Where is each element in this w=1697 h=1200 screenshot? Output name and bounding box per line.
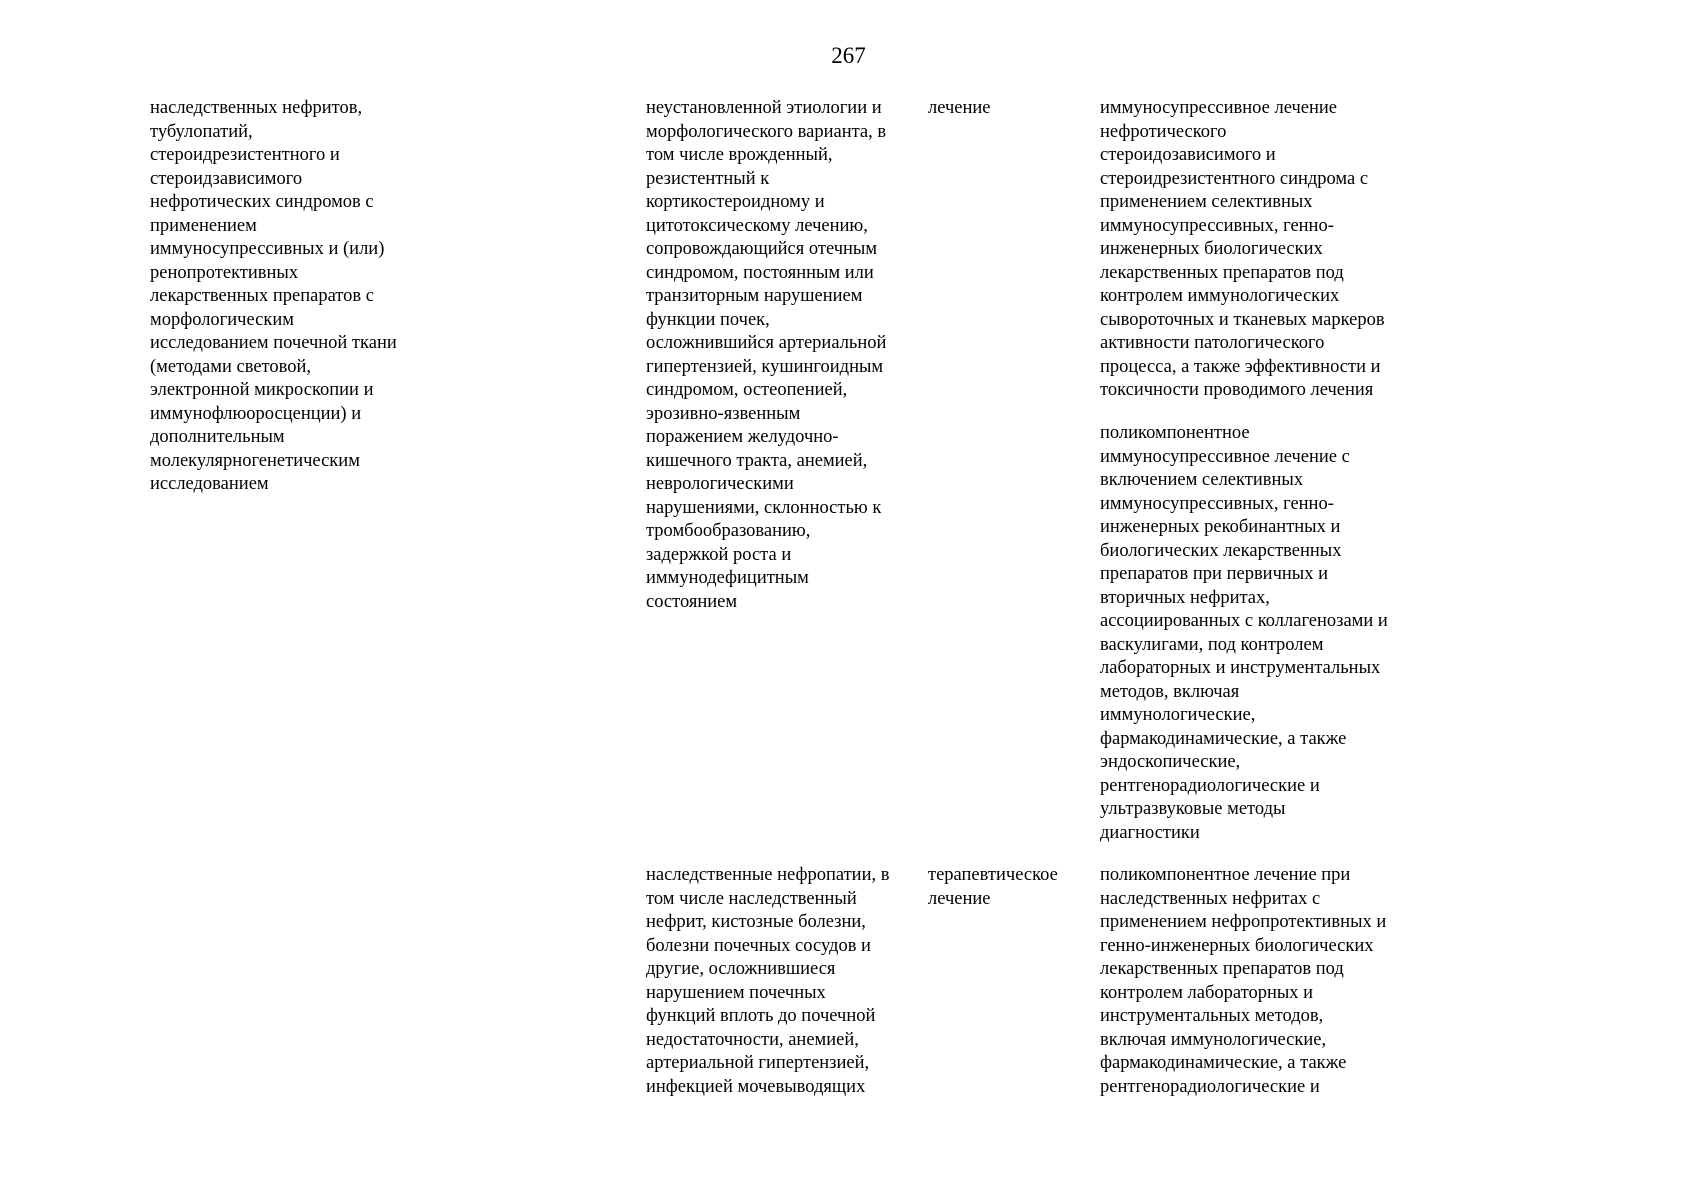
text-line: сопровождающийся отечным [646, 239, 878, 259]
text-line: стероидрезистентного и [150, 145, 340, 165]
text-line: дополнительным [150, 427, 285, 447]
text-line: резистентный к [646, 168, 770, 189]
text-line: наследственных нефритах с [1100, 888, 1321, 909]
text-line: функций вплоть до почечной [646, 1006, 876, 1026]
text-line: нарушениями, склонностью к [646, 497, 882, 518]
text-line: осложнившийся артериальной [646, 333, 887, 353]
text-line: транзиторным нарушением [646, 286, 863, 306]
text-line: токсичности проводимого лечения [1100, 380, 1374, 400]
text-line: инженерных биологических [1100, 239, 1323, 259]
text-line: синдромом, остеопенией, [646, 380, 848, 400]
text-line: тромбообразованию, [646, 521, 811, 541]
text-line: артериальной гипертензией, [646, 1053, 870, 1073]
text-line: иммунофлюоросценции) и [150, 403, 362, 424]
text-line: иммунодефицитным [646, 568, 809, 588]
text-line: фармакодинамические, а также [1100, 728, 1347, 749]
row1-treatment-method [1100, 97, 1385, 403]
text-line: молекулярногенетическим [150, 450, 360, 471]
text-line: фармакодинамические, а также [1100, 1053, 1347, 1073]
row1-treatment-method-2 [1100, 422, 1388, 845]
text-line: ренопротективных [150, 262, 299, 283]
text-line: ассоциированных с коллагенозами и [1100, 611, 1388, 631]
text-line: препаратов при первичных и [1100, 564, 1328, 584]
text-line: неврологическими [646, 474, 794, 494]
text-line: том числе наследственный [646, 888, 857, 909]
text-line: рентгенорадиологические и [1100, 1076, 1320, 1097]
text-line: рентгенорадиологические и [1100, 775, 1320, 796]
text-line: наследственные нефропатии, в [646, 865, 890, 885]
text-line: применением селективных [1100, 192, 1313, 212]
page-number: 267 [831, 43, 866, 68]
text-line: применением нефропротективных и [1100, 912, 1387, 932]
text-line: иммунологические, [1100, 705, 1256, 725]
text-line: поликомпонентное лечение при [1100, 865, 1351, 885]
text-line: активности патологического [1100, 333, 1325, 353]
text-line: диагностики [1100, 822, 1200, 843]
text-line: состоянием [646, 591, 738, 612]
text-line: методов, включая [1100, 681, 1240, 702]
text-line: тубулопатий, [150, 121, 253, 142]
text-line: контролем лабораторных и [1100, 982, 1314, 1003]
text-line: стероидозависимого и [1100, 145, 1276, 165]
text-line: стероидрезистентного синдрома с [1100, 168, 1369, 189]
text-line: поликомпонентное [1100, 423, 1250, 443]
text-line: другие, осложнившиеся [646, 959, 836, 979]
text-line: гипертензией, кушингоидным [646, 356, 884, 377]
text-line: инженерных рекобинантных и [1100, 517, 1341, 537]
text-line: терапевтическое [928, 865, 1058, 885]
text-line: том числе врожденный, [646, 145, 833, 165]
row1-condition-description [646, 97, 886, 614]
text-line: лекарственных препаратов под [1100, 262, 1344, 283]
text-line: нефротических синдромов с [150, 192, 374, 212]
text-line: иммуносупрессивных, генно- [1100, 493, 1334, 514]
text-line: генно-инженерных биологических [1100, 935, 1374, 956]
text-line: кортикостероидному и [646, 192, 825, 212]
text-line: исследованием [150, 474, 269, 494]
text-line: ультразвуковые методы [1100, 799, 1286, 819]
text-line: сывороточных и тканевых маркеров [1100, 309, 1385, 330]
text-line: иммуносупрессивное лечение [1100, 98, 1337, 118]
text-line: применением [150, 215, 257, 236]
text-line: функции почек, [646, 309, 770, 330]
row2-condition-description [646, 864, 889, 1099]
text-line: включением селективных [1100, 470, 1304, 490]
text-line: (методами световой, [150, 356, 312, 377]
text-line: лабораторных и инструментальных [1100, 658, 1381, 678]
text-line: синдромом, постоянным или [646, 262, 874, 283]
text-line: вторичных нефритах, [1100, 587, 1270, 608]
text-line: морфологического варианта, в [646, 121, 887, 142]
text-line: нефротического [1100, 121, 1227, 142]
text-line: поражением желудочно- [646, 427, 839, 447]
text-line: контролем иммунологических [1100, 286, 1340, 306]
text-line: болезни почечных сосудов и [646, 935, 871, 956]
text-line: лечение [928, 888, 991, 909]
text-line: эндоскопические, [1100, 752, 1241, 772]
row1-method-description [150, 97, 397, 497]
text-line: лекарственных препаратов с [150, 286, 374, 306]
text-line: включая иммунологические, [1100, 1029, 1327, 1050]
text-line: нефрит, кистозные болезни, [646, 912, 866, 932]
text-line: недостаточности, анемией, [646, 1029, 859, 1050]
row2-treatment-method [1100, 864, 1386, 1099]
text-line: инфекцией мочевыводящих [646, 1076, 866, 1097]
text-line: исследованием почечной ткани [150, 333, 397, 353]
row1-treatment-type [928, 97, 991, 121]
text-line: электронной микроскопии и [150, 380, 374, 400]
text-line: процесса, а также эффективности и [1100, 356, 1381, 377]
text-line: инструментальных методов, [1100, 1006, 1324, 1026]
text-line: биологических лекарственных [1100, 540, 1342, 561]
text-line: лекарственных препаратов под [1100, 959, 1344, 979]
text-line: иммуносупрессивных, генно- [1100, 215, 1334, 236]
text-line: эрозивно-язвенным [646, 403, 801, 424]
text-line: стероидзависимого [150, 168, 303, 189]
text-line: неустановленной этиологии и [646, 98, 882, 118]
text-line: кишечного тракта, анемией, [646, 450, 868, 471]
text-line: наследственных нефритов, [150, 98, 363, 118]
text-line: нарушением почечных [646, 982, 826, 1003]
text-line: цитотоксическому лечению, [646, 215, 868, 236]
text-line: васкулигами, под контролем [1100, 634, 1324, 655]
text-line: иммуносупрессивное лечение с [1100, 446, 1350, 467]
text-line: задержкой роста и [646, 544, 792, 565]
text-line: иммуносупрессивных и (или) [150, 239, 385, 259]
row2-treatment-type [928, 864, 1058, 911]
text-line: лечение [928, 98, 991, 118]
text-line: морфологическим [150, 309, 294, 330]
